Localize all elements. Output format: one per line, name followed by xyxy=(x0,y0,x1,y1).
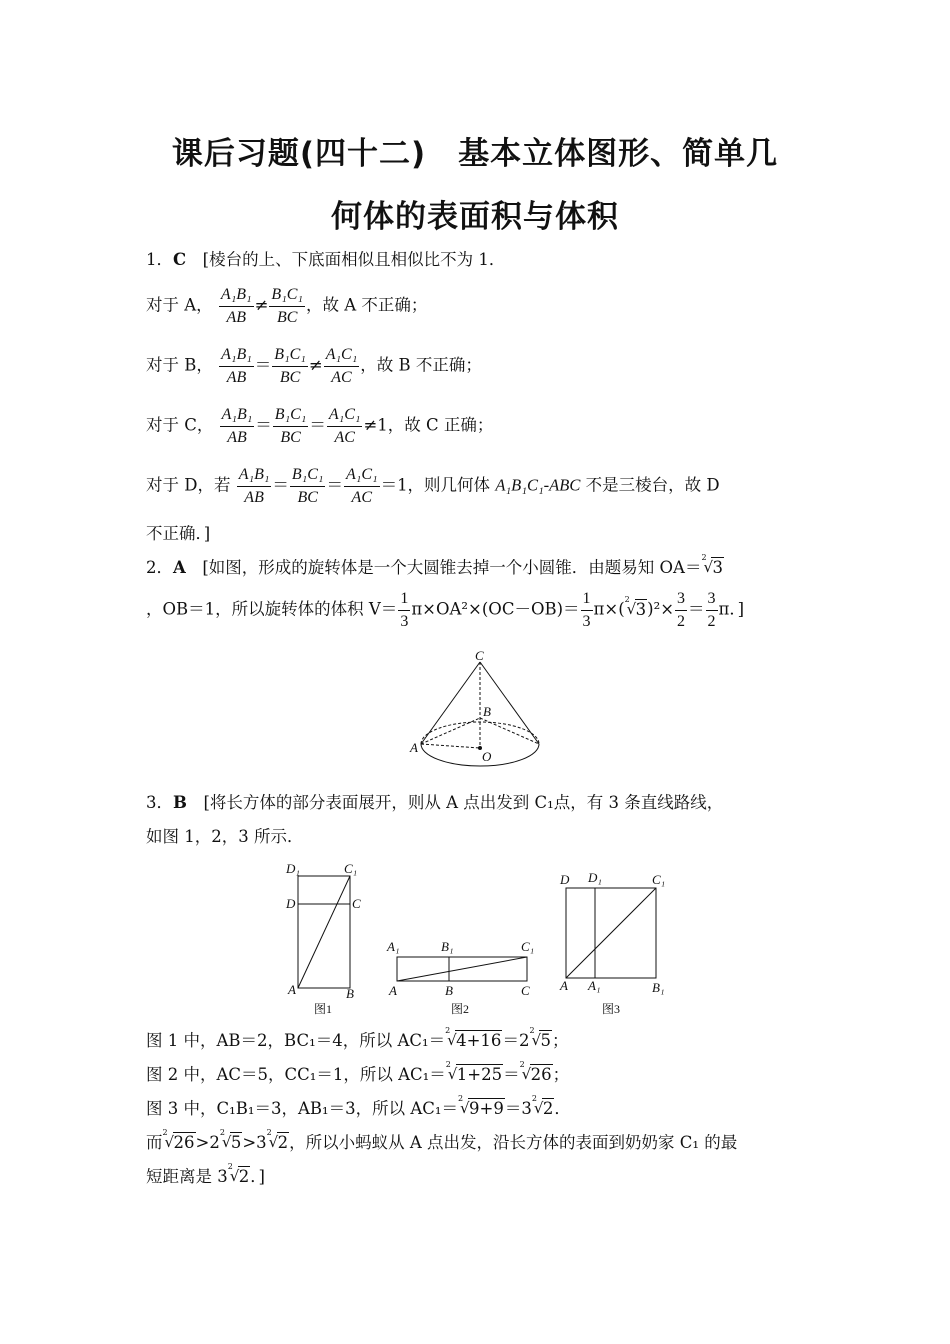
fig3-diagonal xyxy=(566,888,656,978)
cube-root: 2 √ 5 xyxy=(529,1026,551,1050)
fig1-label-c: C xyxy=(352,896,361,911)
q3-line1 xyxy=(146,795,723,812)
fraction: $\frac{\text{B₁C₁}}{BC}$ xyxy=(274,346,306,386)
q2-text2f: π．] xyxy=(718,599,745,619)
cube-root: 2 √ 3 xyxy=(701,553,723,577)
fraction: $\frac{\text{A₁C₁}}{AC}$ xyxy=(328,406,361,446)
q3-fig2-text: 图 2 中，AC＝5，CC₁＝1，所以 AC₁＝ xyxy=(146,1065,446,1084)
q1-c-suffix: 1，故 C 正确； xyxy=(377,415,494,435)
q1-option-d: 对于 D，若 $\frac{\text{A₁B₁}}{AB}$ ＝ $\frac{\text{B₁C₁}}{BC}$ ＝ $\frac{\text{A₁C₁}}{AC}$ ＝1，则几何体 A₁B₁C₁-ABC 不是三棱台，故 D xyxy=(146,466,720,506)
cube-root: 2 √ 2 xyxy=(266,1128,289,1152)
fig1-diagonal xyxy=(298,876,350,988)
q2-text2c: π×( xyxy=(593,599,625,619)
q1-b-prefix: 对于 B， xyxy=(146,355,213,375)
q3-fig3-calc: 图 3 中，C₁B₁＝3，AB₁＝3，所以 AC₁＝ 2 √ 9+9＝3 2 √ 2． xyxy=(146,1094,571,1118)
cube-root: 2 √ 9+9 xyxy=(458,1094,504,1118)
q1-d-solid: A₁B₁C₁-ABC xyxy=(495,475,581,495)
fig2-label-a: A xyxy=(389,983,397,998)
fraction: $\frac{1}{3}$ xyxy=(400,590,409,630)
q3-fig2-calc: 图 2 中，AC＝5，CC₁＝1，所以 AC₁＝ 2 √ 1+25＝ 2 √ 26； xyxy=(146,1060,570,1084)
q3-compare-text: ，所以小蚂蚁从 A 点出发，沿长方体的表面到奶奶家 C₁ 的最 xyxy=(289,1133,738,1152)
fig1-label-c1: C₁ xyxy=(344,861,358,876)
fig2-label-b: B xyxy=(445,983,453,998)
q1-d-suffix: ＝1，则几何体 xyxy=(380,475,496,495)
q2-text2e: ＝ xyxy=(688,599,705,619)
q1-c-prefix: 对于 C， xyxy=(146,415,214,435)
fig3-label-a1: A₁ xyxy=(588,978,601,993)
fig3-caption: 图3 xyxy=(602,1002,621,1016)
q2-answer: A xyxy=(173,558,186,577)
q1-intro xyxy=(146,252,505,269)
q1-intro-text: [棱台的上、下底面相似且相似比不为 1． xyxy=(202,250,506,269)
figure-3 xyxy=(556,868,671,1018)
q2-number: 2． xyxy=(146,558,173,577)
fraction: $\frac{3}{2}$ xyxy=(677,590,686,630)
fraction: $\frac{\text{A₁B₁}}{AB}$ xyxy=(238,466,270,506)
label-b: B xyxy=(483,704,491,719)
fig3-label-d1: D₁ xyxy=(588,870,602,885)
q3-fig1-text: 图 1 中，AB＝2，BC₁＝4，所以 AC₁＝ xyxy=(146,1031,446,1050)
fig1-caption: 图1 xyxy=(314,1002,333,1016)
label-a: A xyxy=(410,740,418,755)
q3-fig1-calc: 图 1 中，AB＝2，BC₁＝4，所以 AC₁＝ 2 √ 4+16＝2 2 √ 5； xyxy=(146,1026,569,1050)
q3-compare: 而 2 √ 26>2 2 √ 5>3 2 √ 2，所以小蚂蚁从 A 点出发，沿长方体的表面到奶奶家 C₁ 的最 xyxy=(146,1128,738,1152)
fig2-label-b1: B₁ xyxy=(441,939,454,954)
q2-line2 xyxy=(146,590,744,630)
fig1-label-d1: D₁ xyxy=(286,861,300,876)
fraction: $\frac{\text{A₁C₁}}{AC}$ xyxy=(325,346,358,386)
figure-1 xyxy=(282,858,372,1018)
q3-answer: B xyxy=(173,793,187,812)
q3-fig3-text: 图 3 中，C₁B₁＝3，AB₁＝3，所以 AC₁＝ xyxy=(146,1099,459,1118)
fraction: $\frac{\text{B₁C₁}}{BC}$ xyxy=(291,466,324,506)
fraction: $\frac{\text{A₁C₁}}{AC}$ xyxy=(345,466,378,506)
fraction: $\frac{3}{2}$ xyxy=(707,590,716,630)
q1-d-prefix: 对于 D，若 xyxy=(146,475,231,495)
page-title-line2: 何体的表面积与体积 xyxy=(331,199,619,235)
q2-line1 xyxy=(146,553,724,577)
q3-number: 3． xyxy=(146,793,173,812)
fig1-label-d: D xyxy=(286,896,296,911)
fig2-caption: 图2 xyxy=(451,1002,470,1016)
q1-option-b: 对于 B， $\frac{\text{A₁B₁}}{AB}$ ＝ $\frac{\text{B₁C₁}}{BC}$ ≠ $\frac{\text{A₁C₁}}{AC}$ ，故 B 不正确； xyxy=(146,346,482,386)
fraction: $\frac{\text{A₁B₁}}{AB}$ xyxy=(221,346,252,386)
fraction: $\frac{1}{3}$ xyxy=(582,590,591,630)
cube-root: 2 √ 1+25 xyxy=(445,1060,503,1084)
fig2-label-c1: C₁ xyxy=(521,939,535,954)
q3-final: 短距离是 3 2 √ 2．] xyxy=(146,1162,265,1186)
q2-text2d: )²× xyxy=(647,599,675,619)
fig2-diagonal xyxy=(397,957,527,981)
fraction: $\frac{\text{A₁B₁}}{AB}$ xyxy=(220,286,252,326)
cube-root: 2 √ 2 xyxy=(531,1094,554,1118)
q2-text2b: π×OA²×(OC－OB)＝ xyxy=(411,599,580,619)
cone-figure xyxy=(405,648,555,778)
cube-root: 2 √ 2 xyxy=(227,1162,250,1186)
cube-root: 2 √ 26 xyxy=(162,1128,195,1152)
cone-edge-right xyxy=(480,662,539,744)
figure-2 xyxy=(385,935,545,1020)
q1-answer: C xyxy=(173,250,187,269)
q1-option-a: 对于 A， $\frac{\text{A₁B₁}}{AB}$ ≠ $\frac{\text{B₁C₁}}{BC}$ ，故 A 不正确； xyxy=(146,286,428,326)
cube-root: 2 √ 26 xyxy=(519,1060,552,1084)
q1-end: 不正确．] xyxy=(146,524,211,543)
q3-line2: 如图 1，2，3 所示． xyxy=(146,827,304,846)
fig1-label-a: A xyxy=(288,982,296,997)
cube-root: 2 √ 5 xyxy=(219,1128,242,1152)
fig2-label-c: C xyxy=(521,983,530,998)
q1-b-suffix: ，故 B 不正确； xyxy=(360,355,482,375)
q1-d-tail: 不是三棱台，故 D xyxy=(580,475,720,495)
cube-root: 2 √ 3 xyxy=(624,594,647,619)
fig3-label-b1: B₁ xyxy=(652,980,665,995)
fraction: $\frac{\text{B₁C₁}}{BC}$ xyxy=(274,406,307,446)
q2-text1: [如图，形成的旋转体是一个大圆锥去掉一个小圆锥．由题易知 OA＝ xyxy=(202,558,702,577)
fraction: $\frac{\text{A₁B₁}}{AB}$ xyxy=(221,406,253,446)
q1-option-c: 对于 C， $\frac{\text{A₁B₁}}{AB}$ ＝ $\frac{\text{B₁C₁}}{BC}$ ＝ $\frac{\text{A₁C₁}}{AC}$ ≠1，故 C 正确； xyxy=(146,406,494,446)
q2-text2a: ，OB＝1，所以旋转体的体积 V＝ xyxy=(146,599,398,619)
fraction: $\frac{\text{B₁C₁}}{BC}$ xyxy=(271,286,303,326)
fig3-label-d: D xyxy=(560,872,570,887)
fig3-label-c1: C₁ xyxy=(652,872,666,887)
label-o: O xyxy=(482,749,492,764)
cone-edge-left xyxy=(421,662,480,744)
cube-root: 2 √ 4+16 xyxy=(445,1026,502,1050)
q1-a-suffix: ，故 A 不正确； xyxy=(306,295,428,315)
radius-oa xyxy=(421,744,480,748)
q1-number: 1． xyxy=(146,250,173,269)
label-c: C xyxy=(475,648,484,663)
fig1-label-b: B xyxy=(346,986,354,1001)
q1-a-prefix: 对于 A， xyxy=(146,295,213,315)
q3-text1: [将长方体的部分表面展开，则从 A 点出发到 C₁点，有 3 条直线路线， xyxy=(203,793,724,812)
fig2-label-a1: A₁ xyxy=(387,939,400,954)
fig3-label-a: A xyxy=(560,978,568,993)
page-title: 课后习题(四十二) 基本立体图形、简单几 xyxy=(171,136,779,172)
